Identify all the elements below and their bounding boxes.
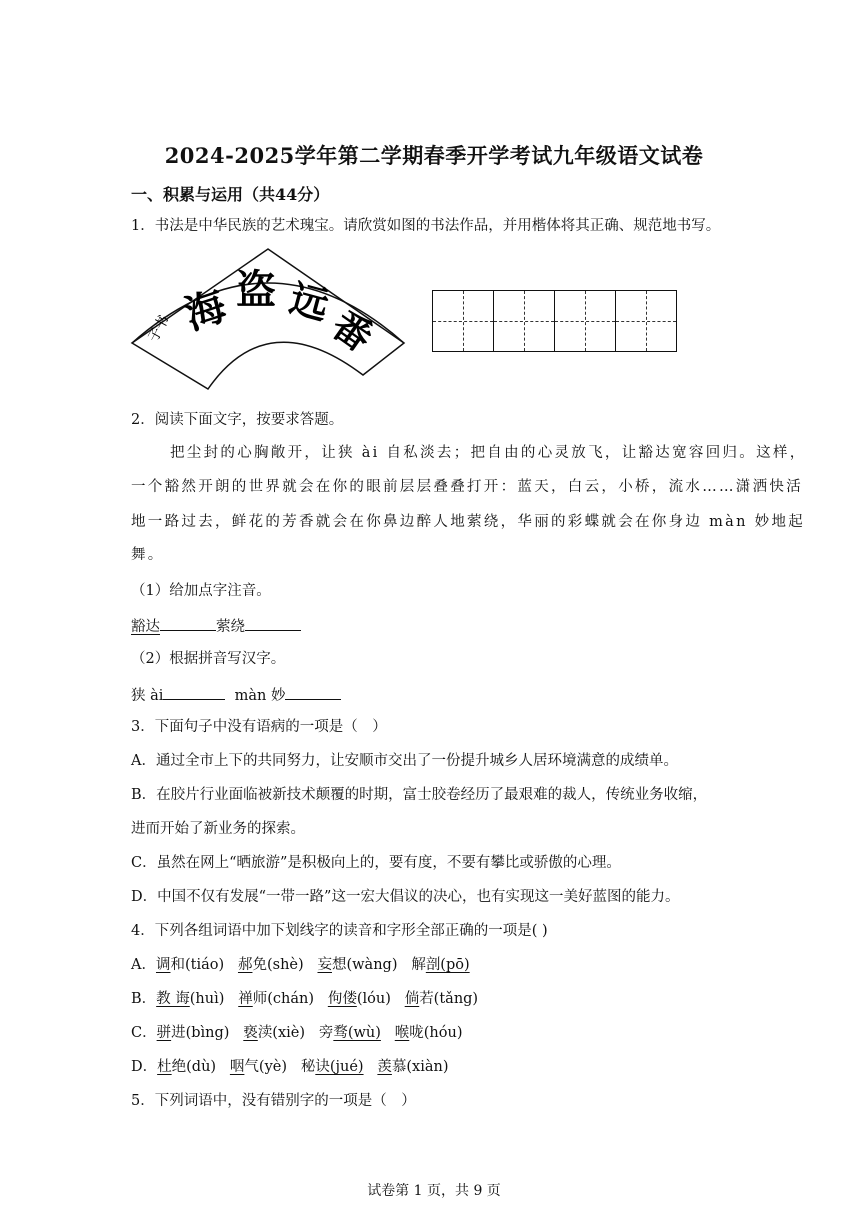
underlined-char: 佝偻: [327, 991, 357, 1007]
option-3b-continued: 进而开始了新业务的探索。: [131, 821, 305, 837]
option-4b[interactable]: [131, 989, 478, 1009]
option-label: A．: [131, 957, 156, 973]
question-2-1: （1）给加点字注音。: [131, 583, 271, 599]
word-char: 秘: [300, 1059, 316, 1075]
option-3b[interactable]: B．在胶片行业面临被新技术颠覆的时期，富士胶卷经历了最艰难的裁人，传统业务收缩，: [131, 787, 708, 803]
option-3d[interactable]: D．中国不仅有发展“一带一路”这一宏大倡议的决心，也有实现这一美好蓝图的能力。: [131, 889, 680, 905]
question-2: 2．阅读下面文字，按要求答题。: [131, 412, 344, 428]
word-reading: 气(yè): [244, 1059, 287, 1075]
word-reading: (lóu): [356, 991, 391, 1007]
option-label: D．: [131, 1059, 158, 1075]
word-reading: 免(shè): [252, 957, 304, 973]
underlined-char: 倘: [404, 991, 420, 1007]
calligraphy-small-text: 子书: [146, 313, 173, 345]
word-reading: 剖(pō): [425, 957, 470, 973]
passage-line: 一个豁然开朗的世界就会在你的眼前层层叠叠打开：蓝天，白云，小桥，流水……潇洒快活: [131, 479, 803, 495]
calligraphy-char-3: 远: [285, 278, 333, 329]
option-4a[interactable]: [131, 955, 470, 975]
answer-line-2-1: [131, 614, 301, 637]
word-manmiao: màn 妙: [234, 688, 286, 704]
word-char: 解: [411, 957, 426, 973]
word-reading: (huì): [189, 991, 225, 1007]
option-4c[interactable]: [131, 1023, 462, 1043]
word-reading: 咙(hóu): [409, 1025, 463, 1041]
word-char: 旁: [318, 1025, 334, 1041]
answer-blank[interactable]: [285, 683, 341, 700]
word-xiaai: 狭 ài: [131, 688, 164, 704]
underlined-char: 羡: [377, 1059, 392, 1075]
underlined-char: 骈: [156, 1025, 172, 1041]
section-heading: 一、积累与运用（共44分）: [131, 185, 330, 204]
word-reading: 绝(dù): [171, 1059, 217, 1075]
question-3: 3．下面句子中没有语病的一项是（ ）: [131, 719, 387, 735]
option-label: B．: [131, 991, 157, 1007]
word-reading: 诀(jué): [315, 1059, 364, 1075]
passage-line: 把尘封的心胸敞开，让狭 ài 自私淡去；把自由的心灵放飞，让豁达宽容回归。这样，: [170, 445, 807, 461]
underlined-char: 杜: [157, 1059, 172, 1075]
answer-blank[interactable]: [160, 614, 216, 631]
option-3a[interactable]: A．通过全市上下的共同努力，让安顺市交出了一份提升城乡人居环境满意的成绩单。: [131, 753, 678, 769]
option-label: C．: [131, 1025, 157, 1041]
question-2-2: （2）根据拼音写汉字。: [131, 651, 286, 667]
underlined-char: 郝: [237, 957, 253, 973]
word-yingrao: 萦绕: [216, 619, 245, 635]
underlined-char: 咽: [229, 1059, 245, 1075]
option-3c[interactable]: C．虽然在网上“晒旅游”是积极向上的，要有度，不要有攀比或骄傲的心理。: [131, 855, 621, 871]
word-reading: 骛(wù): [333, 1025, 381, 1041]
calligraphy-char-2: 盗: [236, 267, 276, 312]
question-5: 5．下列词语中，没有错别字的一项是（ ）: [131, 1093, 416, 1109]
calligraphy-char-1: 海: [179, 283, 232, 339]
word-reading: 渎(xiè): [257, 1025, 306, 1041]
underlined-char: 喉: [394, 1025, 410, 1041]
answer-line-2-2: [131, 683, 341, 706]
calligraphy-char-4: 番: [324, 304, 380, 361]
grid-cell[interactable]: [554, 290, 616, 352]
word-reading: 若(tǎng): [419, 991, 479, 1007]
word-reading: 慕(xiàn): [391, 1059, 449, 1075]
grid-cell[interactable]: [432, 290, 494, 352]
answer-blank[interactable]: [163, 683, 225, 700]
calligraphy-fan-image: [128, 243, 408, 395]
underlined-char: 调: [155, 957, 171, 973]
page-footer: 试卷第 1 页，共 9 页: [367, 1183, 501, 1199]
word-huoda: 豁达: [131, 619, 160, 635]
option-4d[interactable]: [131, 1057, 449, 1077]
grid-cell[interactable]: [493, 290, 555, 352]
underlined-char: 妄: [317, 957, 332, 973]
word-reading: 进(bìng): [171, 1025, 230, 1041]
question-1: 1．书法是中华民族的艺术瑰宝。请欣赏如图的书法作品，并用楷体将其正确、规范地书写。: [131, 218, 721, 234]
word-reading: 师(chán): [252, 991, 314, 1007]
word-reading: 和(tiáo): [170, 957, 225, 973]
underlined-char: 教 诲: [156, 991, 190, 1007]
question-4: 4．下列各组词语中加下划线字的读音和字形全部正确的一项是( ): [131, 923, 548, 939]
passage-line: 舞。: [131, 547, 165, 563]
word-reading: 想(wàng): [331, 957, 398, 973]
underlined-char: 亵: [243, 1025, 258, 1041]
answer-blank[interactable]: [245, 614, 301, 631]
passage-line: 地一路过去，鲜花的芳香就会在你鼻边醉人地萦绕，华丽的彩蝶就会在你身边 màn 妙地起: [131, 514, 806, 530]
grid-cell[interactable]: [615, 290, 677, 352]
underlined-char: 禅: [238, 991, 253, 1007]
exam-title: 2024-2025学年第二学期春季开学考试九年级语文试卷: [164, 143, 704, 168]
